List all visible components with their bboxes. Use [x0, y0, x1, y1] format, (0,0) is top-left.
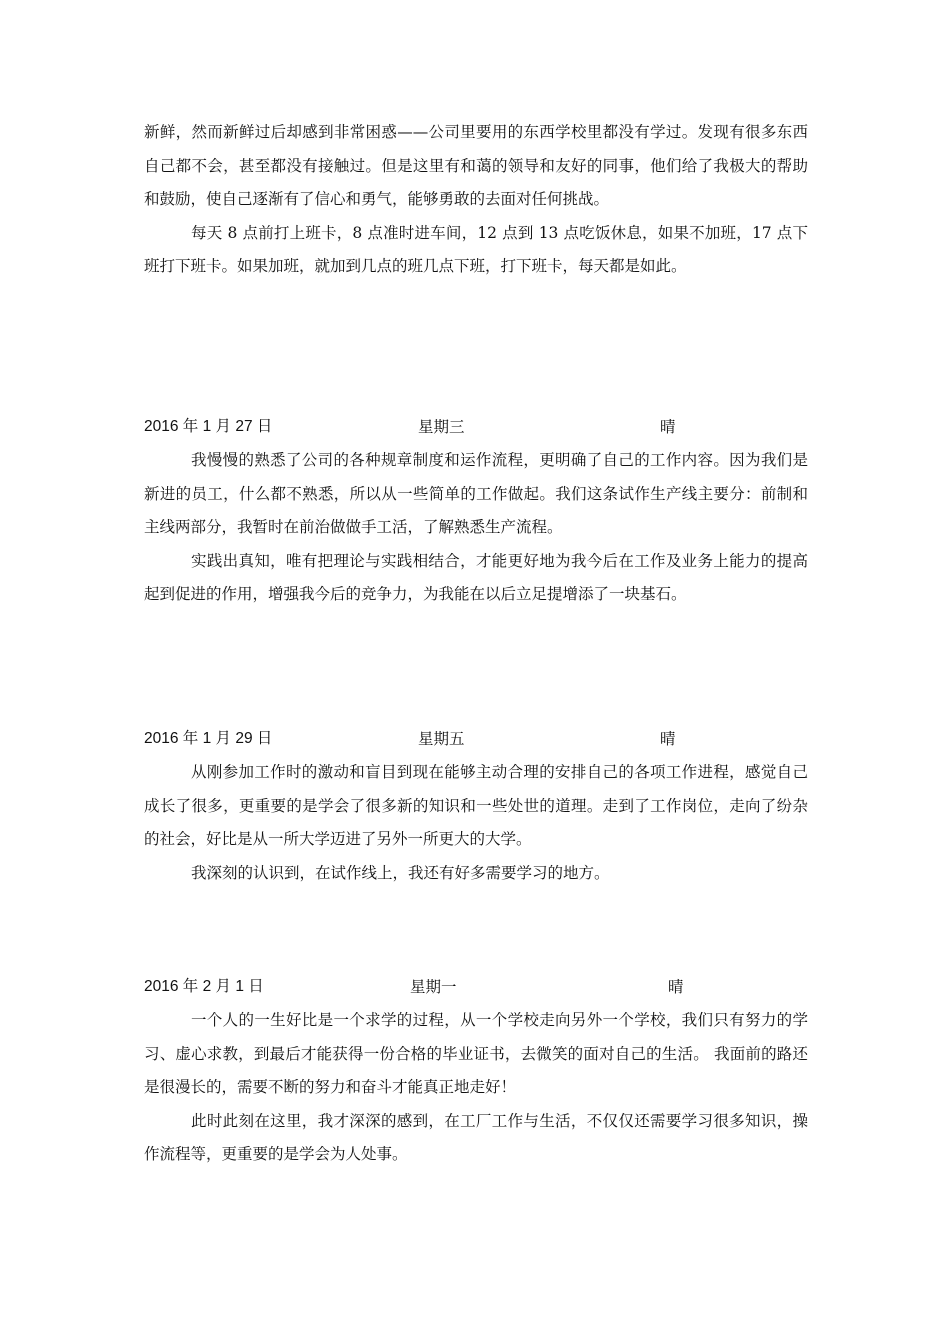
- entry-weather: 晴: [660, 418, 676, 436]
- entry-paragraph: 一个人的一生好比是一个求学的过程，从一个学校走向另外一个学校，我们只有努力的学习、虚心求教，到最后才能获得一份合格的毕业证书，去微笑的面对自己的生活。 我面前的路还是很漫长的，需要不断的努力和奋斗才能真正地走好！: [144, 1011, 808, 1096]
- intro-paragraph: 每天 8 点前打上班卡，8 点准时进车间，12 点到 13 点吃饭休息，如果不加班，17 点下班打下班卡。如果加班，就加到几点的班几点下班，打下班卡，每天都是如此。: [144, 223, 808, 275]
- intro-paragraph: 新鲜，然而新鲜过后却感到非常困惑——公司里要用的东西学校里都没有学过。发现有很多东西自己都不会，甚至都没有接触过。但是这里有和蔼的领导和友好的同事，他们给了我极大的帮助和鼓励，使自己逐渐有了信心和勇气，能够勇敢的去面对任何挑战。: [144, 123, 808, 208]
- intro-section: [144, 116, 808, 284]
- entry-body: [144, 444, 808, 612]
- entry-header: [144, 415, 808, 439]
- entry-body: [144, 756, 808, 890]
- entry-paragraph: 实践出真知，唯有把理论与实践相结合，才能更好地为我今后在工作及业务上能力的提高起到促进的作用，增强我今后的竞争力，为我能在以后立足提增添了一块基石。: [144, 551, 808, 603]
- entry-paragraph: 我慢慢的熟悉了公司的各种规章制度和运作流程，更明确了自己的工作内容。因为我们是新进的员工，什么都不熟悉，所以从一些简单的工作做起。我们这条试作生产线主要分：前制和主线两部分，我暂时在前治做做手工活，了解熟悉生产流程。: [144, 451, 808, 536]
- entry-paragraph: 从刚参加工作时的激动和盲目到现在能够主动合理的安排自己的各项工作进程，感觉自己成长了很多，更重要的是学会了很多新的知识和一些处世的道理。走到了工作岗位，走向了纷杂的社会，好比是从一所大学迈进了另外一所更大的大学。: [144, 763, 808, 848]
- entry-date: 2016 年 1 月 29 日: [144, 730, 273, 747]
- entry-weekday: 星期三: [418, 418, 465, 436]
- entry-header: [144, 727, 808, 751]
- entry-weekday: 星期一: [410, 978, 457, 996]
- entry-body: [144, 1004, 808, 1172]
- entry-paragraph: 我深刻的认识到，在试作线上，我还有好多需要学习的地方。: [191, 863, 610, 882]
- entry-date: 2016 年 2 月 1 日: [144, 978, 264, 995]
- entry-date: 2016 年 1 月 27 日: [144, 418, 273, 435]
- entry-header: [144, 975, 808, 999]
- entry-weather: 晴: [660, 730, 676, 748]
- entry-paragraph: 此时此刻在这里，我才深深的感到，在工厂工作与生活，不仅仅还需要学习很多知识，操作流程等，更重要的是学会为人处事。: [144, 1111, 808, 1163]
- entry-weekday: 星期五: [418, 730, 465, 748]
- entry-weather: 晴: [668, 978, 684, 996]
